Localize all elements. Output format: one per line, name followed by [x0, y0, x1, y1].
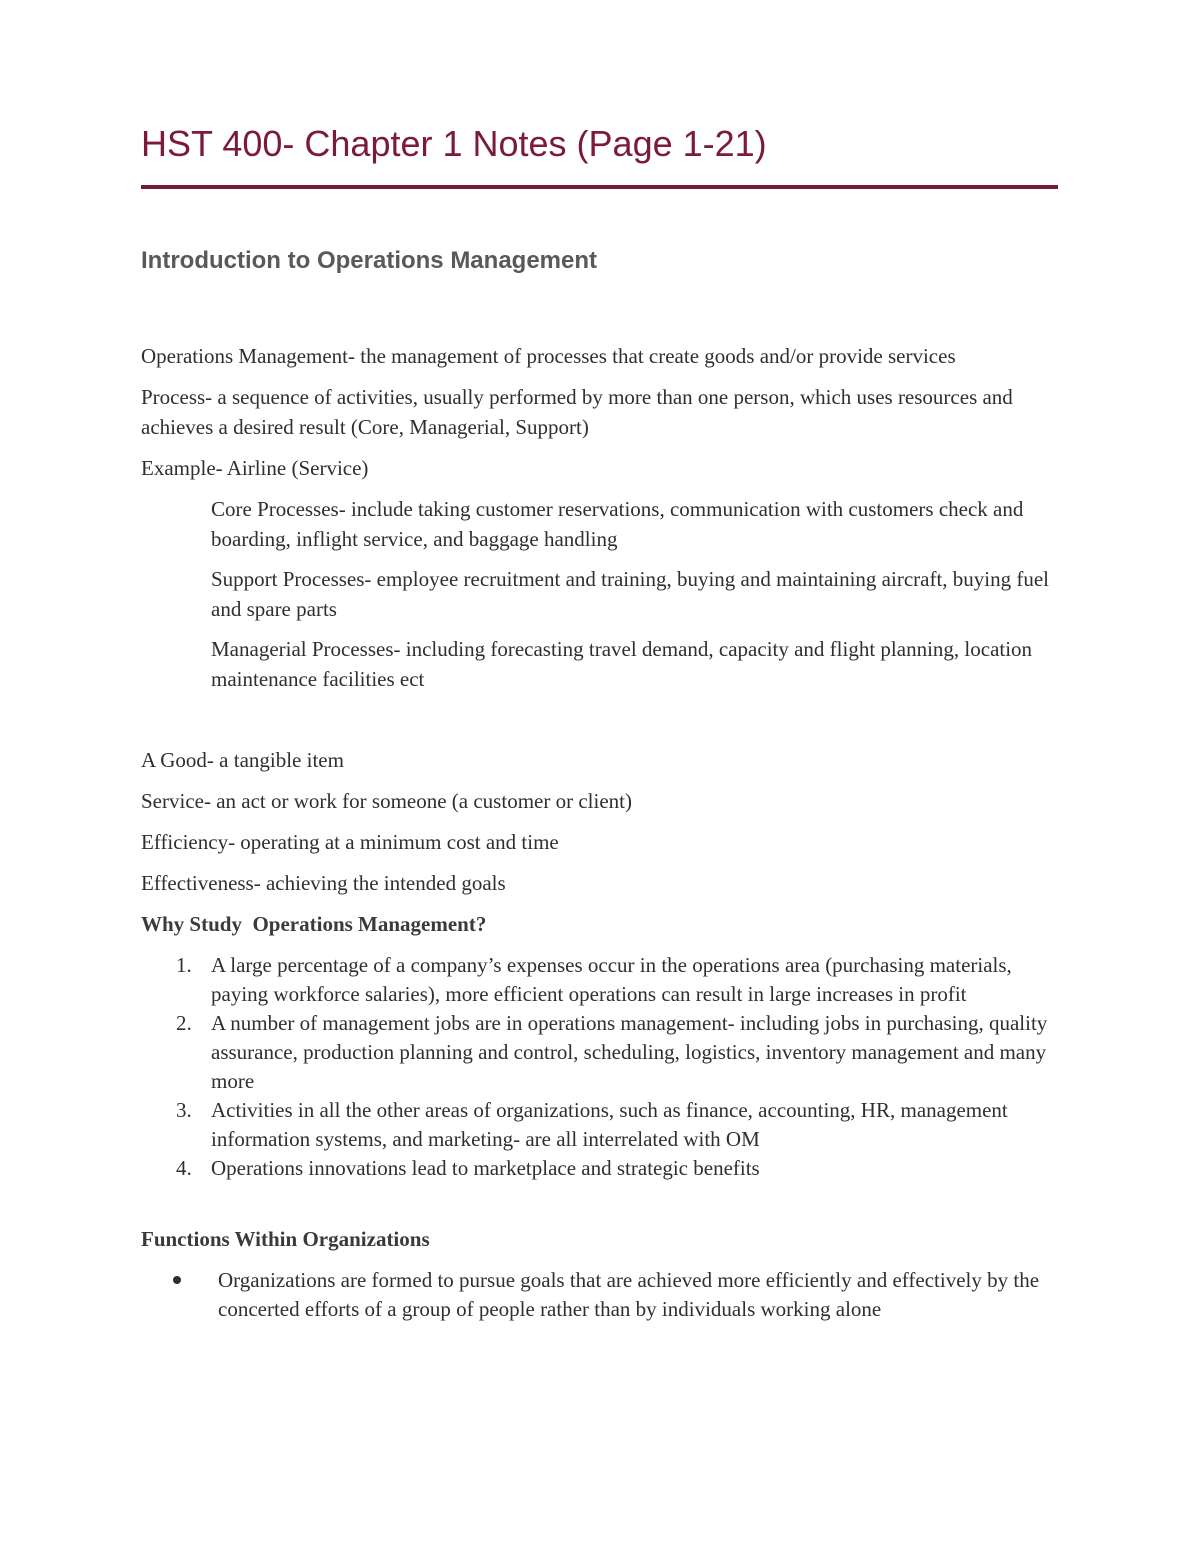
- list-number: 3.: [176, 1098, 192, 1122]
- list-item-text: Operations innovations lead to marketplace and strategic benefits: [211, 1156, 760, 1180]
- definition-efficiency: Efficiency- operating at a minimum cost and time: [141, 830, 559, 854]
- why-study-list: [141, 951, 1061, 1183]
- list-item: [141, 1009, 1061, 1096]
- definition-good: A Good- a tangible item: [141, 748, 344, 772]
- definition-process: Process- a sequence of activities, usually performed by more than one person, which uses resources and achieves a desired result (Core, Managerial, Support): [141, 385, 1013, 439]
- document-title: HST 400- Chapter 1 Notes (Page 1-21): [141, 123, 767, 164]
- list-number: 4.: [176, 1156, 192, 1180]
- definition-operations-management: Operations Management- the management of processes that create goods and/or provide services: [141, 344, 956, 368]
- list-number: 1.: [176, 953, 192, 977]
- definition-service: Service- an act or work for someone (a customer or client): [141, 789, 632, 813]
- bullet-list-item: [141, 1266, 1061, 1324]
- example-support-processes: Support Processes- employee recruitment and training, buying and maintaining aircraft, buying fuel and spare parts: [211, 567, 1050, 621]
- bullet-icon: [173, 1276, 181, 1284]
- example-airline: Example- Airline (Service): [141, 456, 369, 480]
- list-number: 2.: [176, 1011, 192, 1035]
- definition-effectiveness: Effectiveness- achieving the intended goals: [141, 871, 506, 895]
- section-subtitle: Introduction to Operations Management: [141, 247, 598, 274]
- bullet-item-text: Organizations are formed to pursue goals that are achieved more efficiently and effectively by the concerted efforts of a group of people rather than by individuals working alone: [218, 1268, 1040, 1321]
- list-item: [141, 951, 1061, 1009]
- example-managerial-processes: Managerial Processes- including forecasting travel demand, capacity and flight planning, location maintenance facilities ect: [211, 637, 1033, 691]
- functions-heading: Functions Within Organizations: [141, 1227, 430, 1251]
- example-core-processes: Core Processes- include taking customer reservations, communication with customers check and boarding, inflight service, and baggage handling: [211, 497, 1024, 551]
- why-study-heading: Why Study Operations Management?: [141, 912, 487, 936]
- list-item-text: A large percentage of a company’s expenses occur in the operations area (purchasing materials, paying workforce salaries), more efficient operations can result in large increases in profit: [211, 953, 1012, 1006]
- list-item: [141, 1154, 1061, 1183]
- title-underline-rule: [141, 185, 1058, 189]
- list-item-text: Activities in all the other areas of organizations, such as finance, accounting, HR, management information systems, and marketing- are all interrelated with OM: [211, 1098, 1008, 1151]
- list-item: [141, 1096, 1061, 1154]
- list-item-text: A number of management jobs are in operations management- including jobs in purchasing, quality assurance, production planning and control, scheduling, logistics, inventory management and many more: [211, 1011, 1048, 1093]
